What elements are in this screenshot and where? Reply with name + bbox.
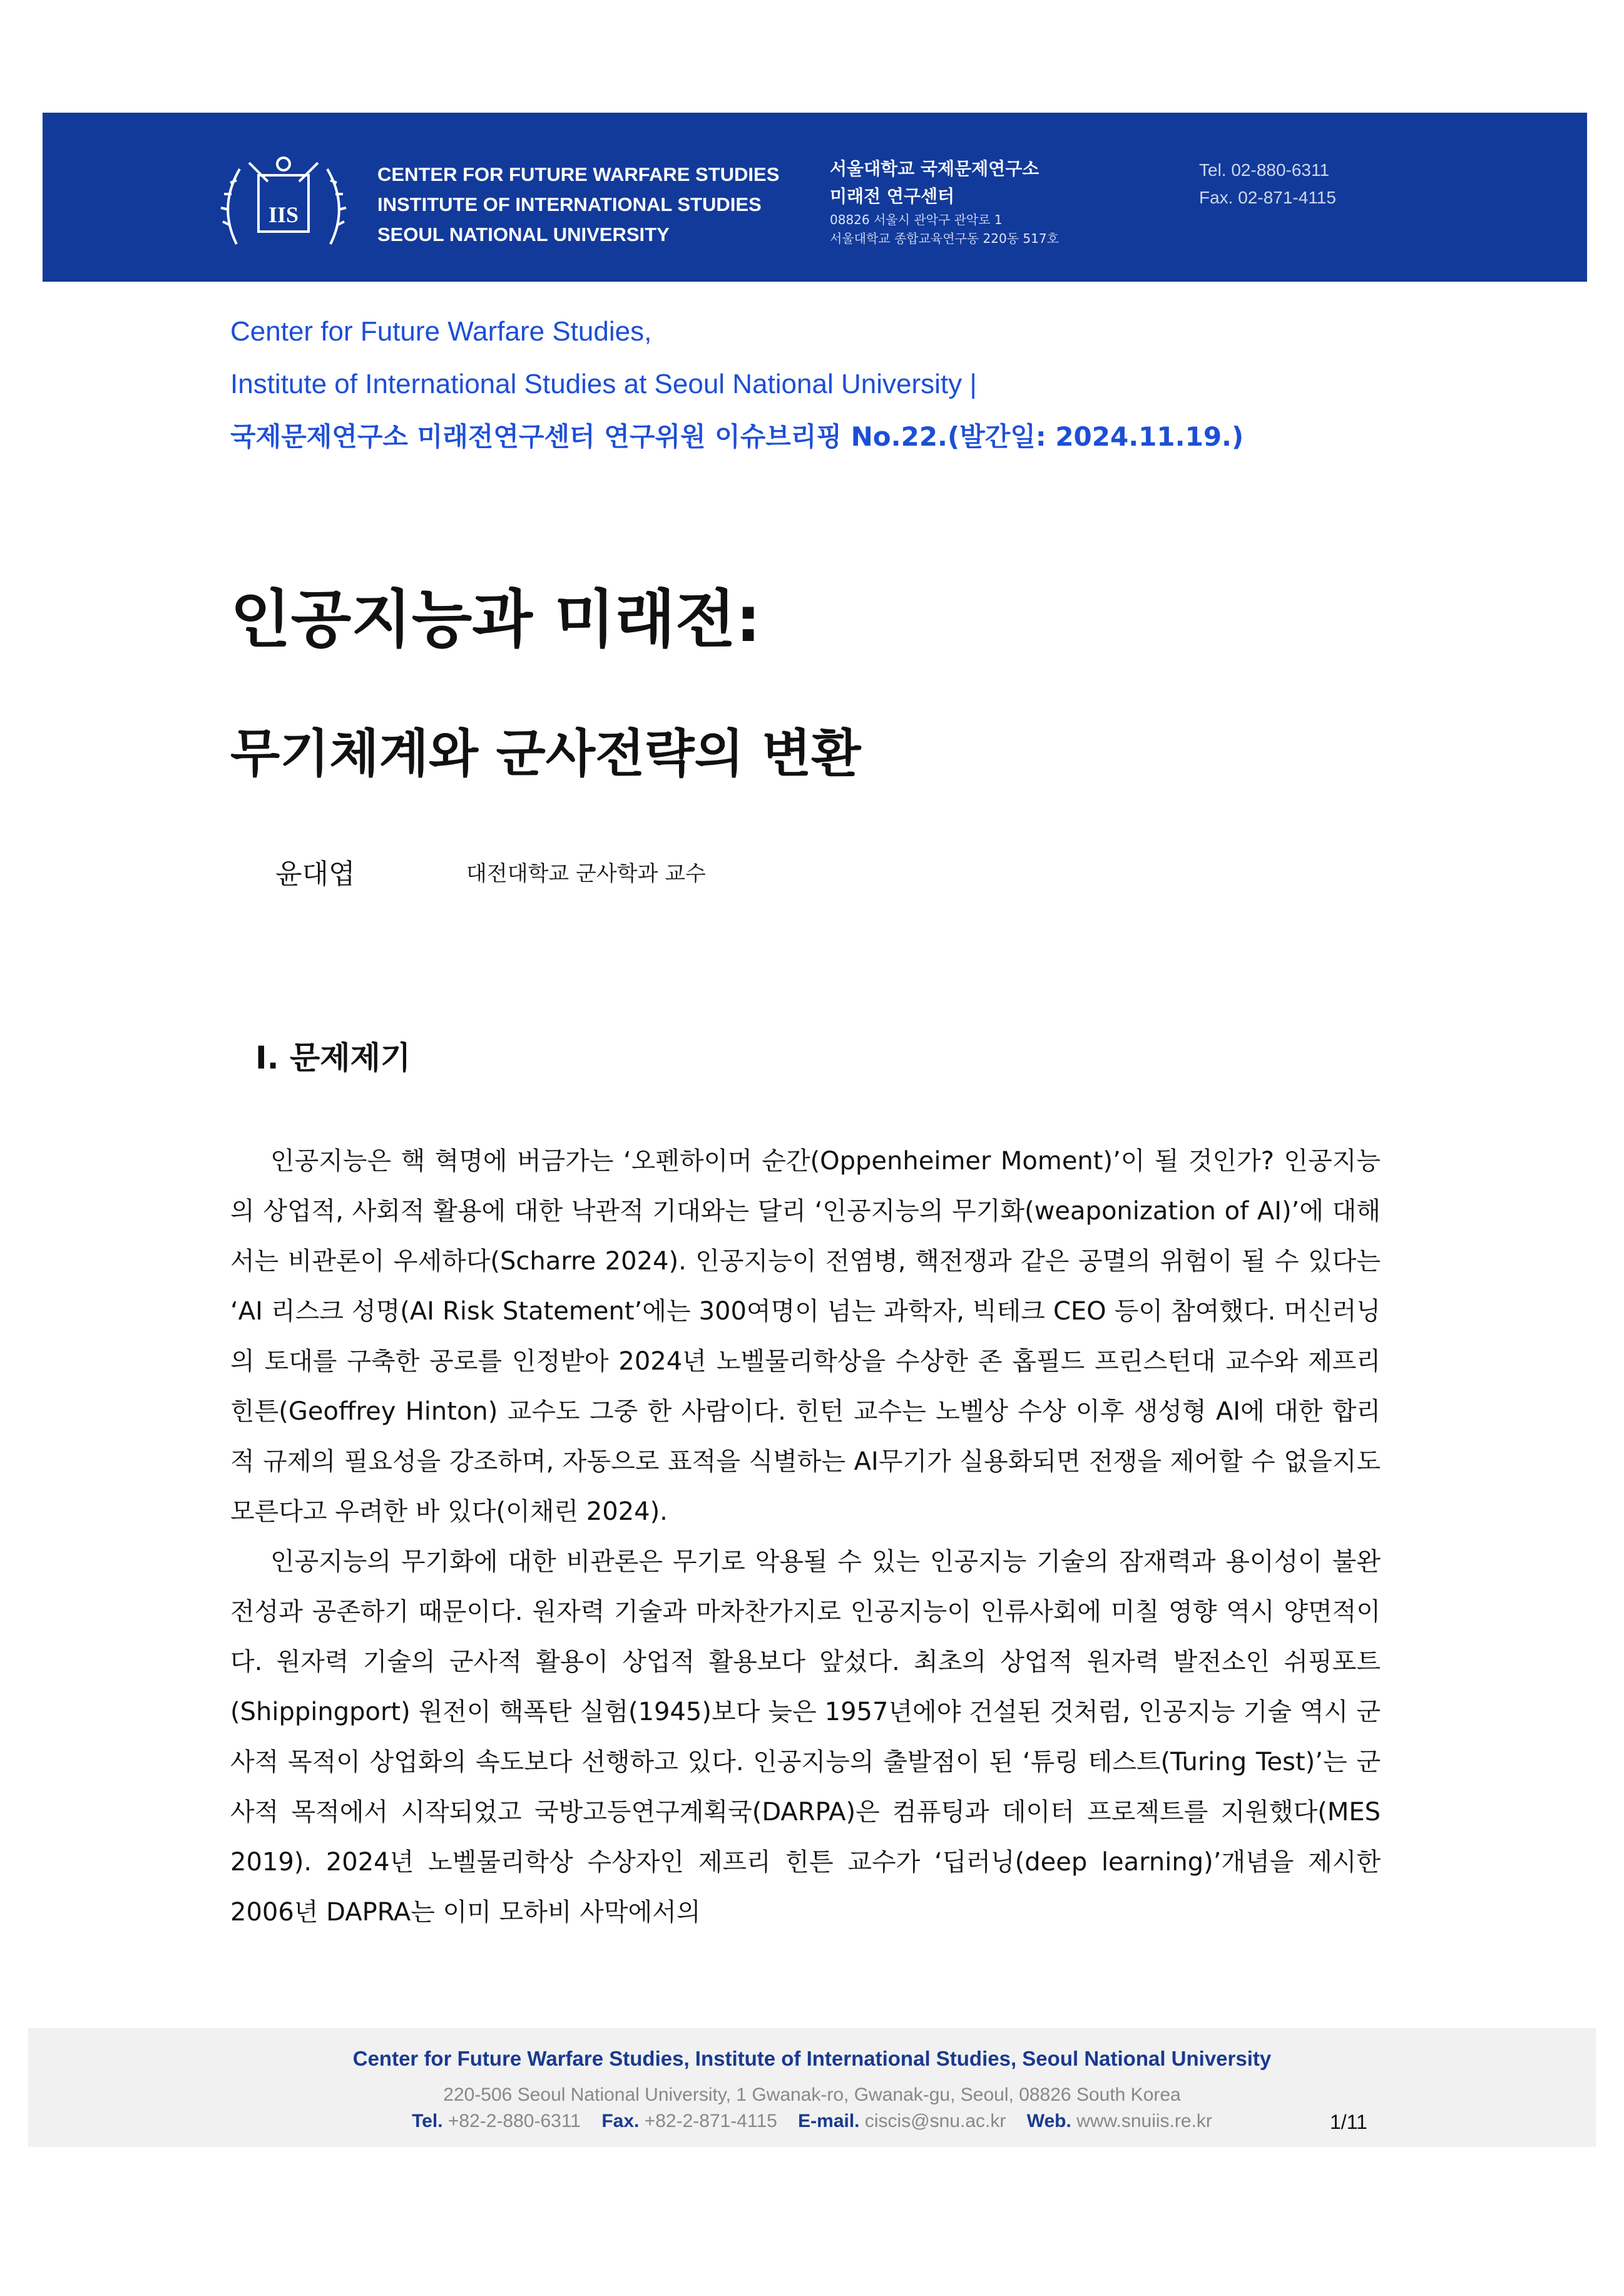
- paragraph: 인공지능은 핵 혁명에 버금가는 ‘오펜하이머 순간(Oppenheimer Moment)’이 될 것인가? 인공지능의 상업적, 사회적 활용에 대한 낙관적 기대와는 달리 ‘인공지능의 무기화(weaponization of AI)’에 대해서는 비관론이 우세하다(Scharre 2024). 인공지능이 전염병, 핵전쟁과 같은 공멸의 위험이 될 수 있다는 ‘AI 리스크 성명(AI Risk Statement’에는 300여명이 넘는 과학자, 빅테크 CEO 등이 참여했다. 머신러닝의 토대를 구축한 공로를 인정받아 2024년 노벨물리학상을 수상한 존 홉필드 프린스턴대 교수와 제프리 힌튼(Geoffrey Hinton) 교수도 그중 한 사람이다. 힌턴 교수는 노벨상 수상 이후 생성형 AI에 대한 합리적 규제의 필요성을 강조하며, 자동으로 표적을 식별하는 AI무기가 실용화되면 전쟁을 제어할 수 없을지도 모른다고 우려한 바 있다(이채린 2024).: [230, 1147, 1381, 1526]
- page-footer: [28, 2028, 1596, 2147]
- header-fax: Fax. 02-871-4115: [1199, 188, 1336, 207]
- institute-ko-line2: 미래전 연구센터: [830, 186, 955, 207]
- footer-fax-label: Fax.: [601, 2111, 640, 2131]
- page-number: 1/11: [1330, 2111, 1367, 2133]
- footer-address: 220-506 Seoul National University, 1 Gwanak-ro, Gwanak-gu, Seoul, 08826 South Korea: [443, 2084, 1181, 2105]
- footer-email-link[interactable]: ciscis@snu.ac.kr: [864, 2111, 1006, 2131]
- section-heading: I. 문제제기: [255, 1040, 411, 1076]
- address-ko-line2: 서울대학교 종합교육연구동 220동 517호: [830, 231, 1059, 246]
- university-name-en: SEOUL NATIONAL UNIVERSITY: [377, 223, 670, 245]
- page-title: 인공지능과 미래전:: [230, 583, 761, 656]
- center-name-en: CENTER FOR FUTURE WARFARE STUDIES: [377, 163, 780, 185]
- footer-tel-label: Tel.: [412, 2111, 443, 2131]
- header-tel: Tel. 02-880-6311: [1199, 160, 1330, 180]
- author-affiliation: 대전대학교 군사학과 교수: [466, 861, 706, 886]
- institute-name-en: [377, 160, 779, 250]
- subheader-line1: Center for Future Warfare Studies,: [230, 316, 652, 347]
- institute-name-ko: [830, 155, 1059, 248]
- institute-name-line: INSTITUTE OF INTERNATIONAL STUDIES: [377, 193, 762, 215]
- logo-text: IIS: [268, 202, 299, 227]
- institute-ko-line1: 서울대학교 국제문제연구소: [830, 158, 1039, 179]
- footer-email-label: E-mail.: [798, 2111, 860, 2131]
- body-text: [230, 1136, 1381, 1937]
- issue-info: 국제문제연구소 미래전연구센터 연구위원 이슈브리핑 No.22.(발간일: 2024.11.19.): [230, 421, 1244, 452]
- header-contact: [1199, 156, 1336, 212]
- footer-title: Center for Future Warfare Studies, Institute of International Studies, Seoul National University: [352, 2047, 1272, 2070]
- footer-web-link[interactable]: www.snuiis.re.kr: [1076, 2111, 1212, 2131]
- page-subtitle: 무기체계와 군사전략의 변환: [230, 724, 861, 784]
- footer-fax: +82-2-871-4115: [644, 2111, 777, 2131]
- paragraph: 인공지능의 무기화에 대한 비관론은 무기로 악용될 수 있는 인공지능 기술의 잠재력과 용이성이 불완전성과 공존하기 때문이다. 원자력 기술과 마차찬가지로 인공지능이 인류사회에 미칠 영향 역시 양면적이다. 원자력 기술의 군사적 활용이 상업적 활용보다 앞섰다. 최초의 상업적 원자력 발전소인 쉬핑포트(Shippingport) 원전이 핵폭탄 실험(1945)보다 늦은 1957년에야 건설된 것처럼, 인공지능 기술 역시 군사적 목적이 상업화의 속도보다 선행하고 있다. 인공지능의 출발점이 된 ‘튜링 테스트(Turing Test)’는 군사적 목적에서 시작되었고 국방고등연구계획국(DARPA)은 컴퓨팅과 데이터 프로젝트를 지원했다(MES 2019). 2024년 노벨물리학상 수상자인 제프리 힌튼 교수가 ‘딥러닝(deep learning)’개념을 제시한 2006년 DAPRA는 이미 모하비 사막에서의: [230, 1547, 1381, 1927]
- iis-emblem-icon: [212, 150, 355, 257]
- header-banner: [43, 113, 1587, 282]
- subheader-line2: Institute of International Studies at Seoul National University |: [230, 369, 977, 399]
- footer-web-label: Web.: [1026, 2111, 1071, 2131]
- address-ko-line1: 08826 서울시 관악구 관악로 1: [830, 212, 1003, 227]
- footer-tel: +82-2-880-6311: [447, 2111, 581, 2131]
- author-name: 윤대엽: [275, 858, 355, 890]
- issue-subheader: [230, 305, 1244, 463]
